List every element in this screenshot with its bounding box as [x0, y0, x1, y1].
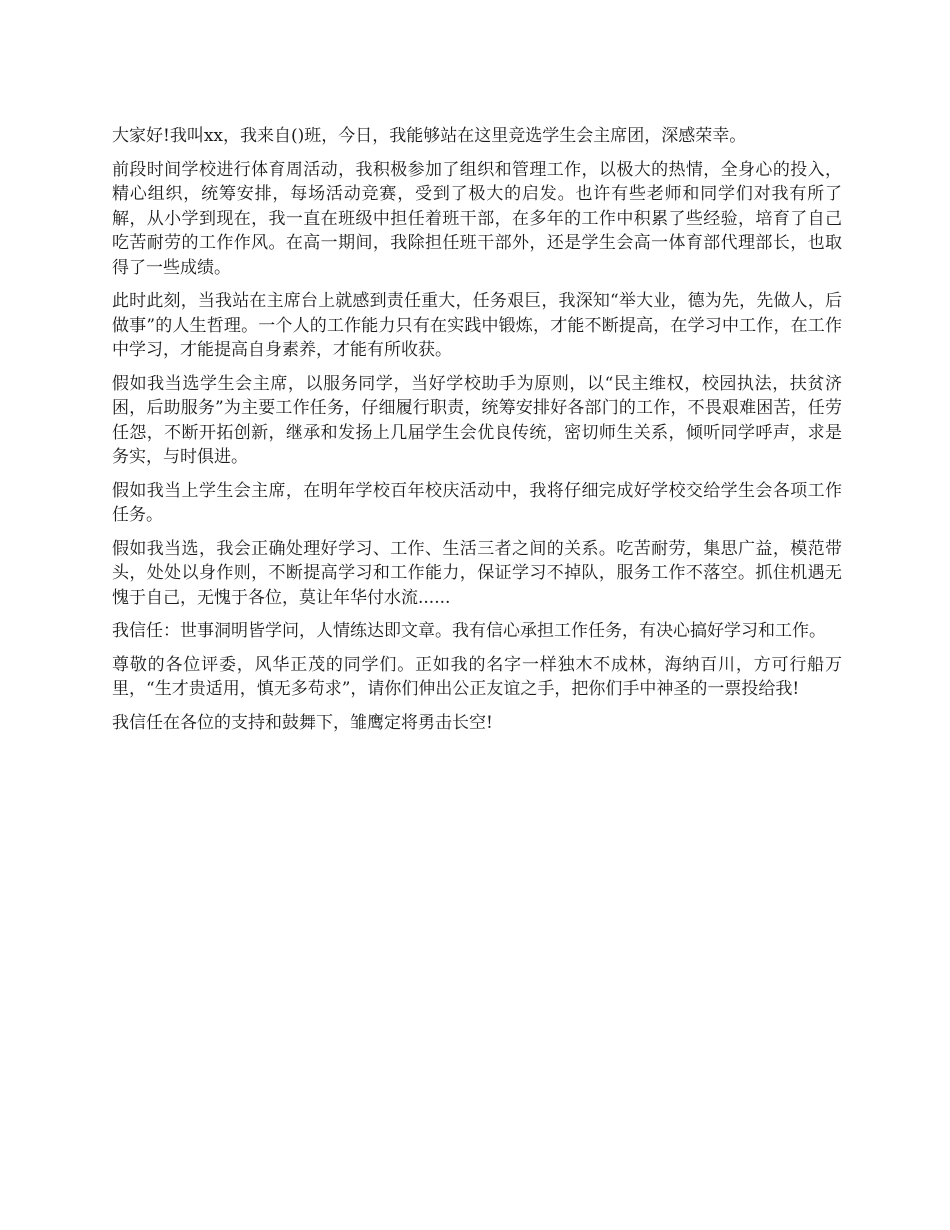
paragraph-plan: 假如我当选学生会主席，以服务同学，当好学校助手为原则，以“民主维权，校园执法，扶贫济困，后助服务”为主要工作任务，仔细履行职责，统筹安排好各部门的工作，不畏艰难困苦，任劳任怨，不断开拓创新，继承和发扬上几届学生会优良传统，密切师生关系，倾听同学呼声，求是务实，与时俱进。	[112, 373, 842, 467]
document-body	[112, 124, 842, 744]
paragraph-balance: 假如我当选，我会正确处理好学习、工作、生活三者之间的关系。吃苦耐劳，集思广益，模范带头，处处以身作则，不断提高学习和工作能力，保证学习不掉队，服务工作不落空。抓住机遇无愧于自己，无愧于各位，莫让年华付水流......	[112, 538, 842, 608]
paragraph-closing: 我信任在各位的支持和鼓舞下，雏鹰定将勇击长空!	[112, 712, 493, 733]
paragraph-anniversary: 假如我当上学生会主席，在明年学校百年校庆活动中，我将仔细完成好学校交给学生会各项工作任务。	[112, 480, 842, 525]
paragraph-experience: 前段时间学校进行体育周活动，我积极参加了组织和管理工作，以极大的热情，全身心的投入，精心组织，统筹安排，每场活动竞赛，受到了极大的启发。也许有些老师和同学们对我有所了解，从小学到现在，我一直在班级中担任着班干部，在多年的工作中积累了些经验，培育了自己吃苦耐劳的工作作风。在高一期间，我除担任班干部外，还是学生会高一体育部代理部长，也取得了一些成绩。	[112, 159, 842, 278]
paragraph-responsibility: 此时此刻，当我站在主席台上就感到责任重大，任务艰巨，我深知“举大业，德为先，先做人，后做事”的人生哲理。一个人的工作能力只有在实践中锻炼，才能不断提高，在学习中工作，在工作中学习，才能提高自身素养，才能有所收获。	[112, 291, 842, 360]
paragraph-confidence: 我信任：世事洞明皆学问，人情练达即文章。我有信心承担工作任务，有决心搞好学习和工作。	[112, 621, 826, 641]
paragraph-appeal: 尊敬的各位评委，风华正茂的同学们。正如我的名字一样独木不成林，海纳百川，方可行船万里，“生才贵适用，慎无多苟求”，请你们伸出公正友谊之手，把你们手中神圣的一票投给我!	[112, 654, 842, 699]
paragraph-greeting: 大家好!我叫xx，我来自()班，今日，我能够站在这里竞选学生会主席团，深感荣幸。	[112, 126, 747, 146]
